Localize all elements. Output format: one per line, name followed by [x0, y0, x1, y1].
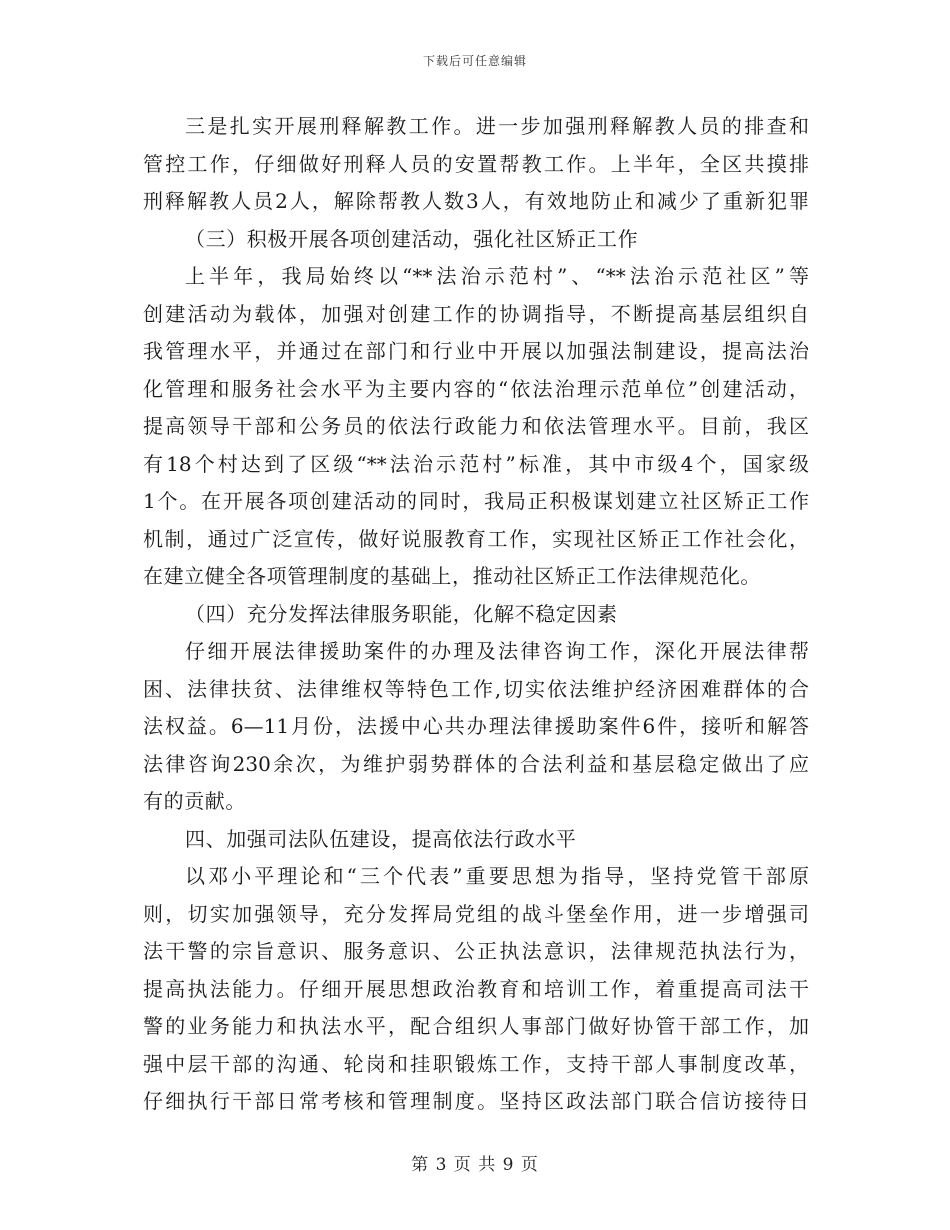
paragraph-line: 法干警的宗旨意识、服务意识、公正执法意识，法律规范执法行为， — [143, 939, 809, 963]
page-number-footer: 第 3 页 共 9 页 — [411, 1155, 539, 1175]
paragraph-line: 刑释解教人员2人，解除帮教人数3人，有效地防止和减少了重新犯罪 — [143, 189, 809, 213]
paragraph-line: 以邓小平理论和“三个代表”重要思想为指导，坚持党管干部原 — [185, 864, 809, 888]
paragraph-line: 法律咨询230余次，为维护弱势群体的合法利益和基层稳定做出了应 — [143, 751, 809, 776]
paragraph-line: 上半年，我局始终以“**法治示范村”、“**法治示范社区”等 — [185, 264, 809, 288]
paragraph-line: 提高执法能力。仔细开展思想政治教育和培训工作，着重提高司法干 — [143, 976, 809, 1001]
paragraph-line: 有18个村达到了区级“**法治示范村”标准，其中市级4个，国家级 — [143, 451, 809, 476]
paragraph-line: 则，切实加强领导，充分发挥局党组的战斗堡垒作用，进一步增强司 — [143, 901, 809, 926]
paragraph-line: 仔细开展法律援助案件的办理及法律咨询工作，深化开展法律帮 — [185, 639, 809, 663]
paragraph-line: 提高领导干部和公务员的依法行政能力和依法管理水平。目前，我区 — [143, 414, 809, 438]
paragraph-line: 1个。在开展各项创建活动的同时，我局正积极谋划建立社区矫正工作 — [143, 489, 809, 513]
paragraph-line: 机制，通过广泛宣传，做好说服教育工作，实现社区矫正工作社会化， — [143, 526, 809, 551]
paragraph-line: 在建立健全各项管理制度的基础上，推动社区矫正工作法律规范化。 — [143, 564, 761, 588]
section-heading: （三）积极开展各项创建活动，强化社区矫正工作 — [185, 226, 639, 251]
document-body — [143, 108, 809, 1121]
section-heading: （四）充分发挥法律服务职能，化解不稳定因素 — [185, 601, 618, 626]
paragraph-line: 仔细执行干部日常考核和管理制度。坚持区政法部门联合信访接待日 — [143, 1089, 809, 1113]
section-heading: 四、加强司法队伍建设，提高依法行政水平 — [185, 826, 577, 851]
paragraph-line: 困、法律扶贫、法律维权等特色工作,切实依法维护经济困难群体的合 — [143, 676, 809, 701]
paragraph-line: 我管理水平，并通过在部门和行业中开展以加强法制建设，提高法治 — [143, 339, 809, 363]
paragraph-line: 有的贡献。 — [143, 789, 246, 813]
paragraph-line: 三是扎实开展刑释解教工作。进一步加强刑释解教人员的排查和 — [185, 114, 809, 138]
paragraph-line: 强中层干部的沟通、轮岗和挂职锻炼工作，支持干部人事制度改革， — [143, 1051, 809, 1076]
paragraph-line: 化管理和服务社会水平为主要内容的“依法治理示范单位”创建活动， — [143, 376, 809, 401]
paragraph-line: 警的业务能力和执法水平，配合组织人事部门做好协管干部工作，加 — [143, 1014, 809, 1038]
paragraph-line: 法权益。6—11月份，法援中心共办理法律援助案件6件，接听和解答 — [143, 714, 809, 738]
paragraph-line: 管控工作，仔细做好刑释人员的安置帮教工作。上半年，全区共摸排 — [143, 151, 809, 176]
paragraph-line: 创建活动为载体，加强对创建工作的协调指导，不断提高基层组织自 — [143, 301, 809, 326]
page-header-note: 下载后可任意编辑 — [422, 54, 527, 68]
